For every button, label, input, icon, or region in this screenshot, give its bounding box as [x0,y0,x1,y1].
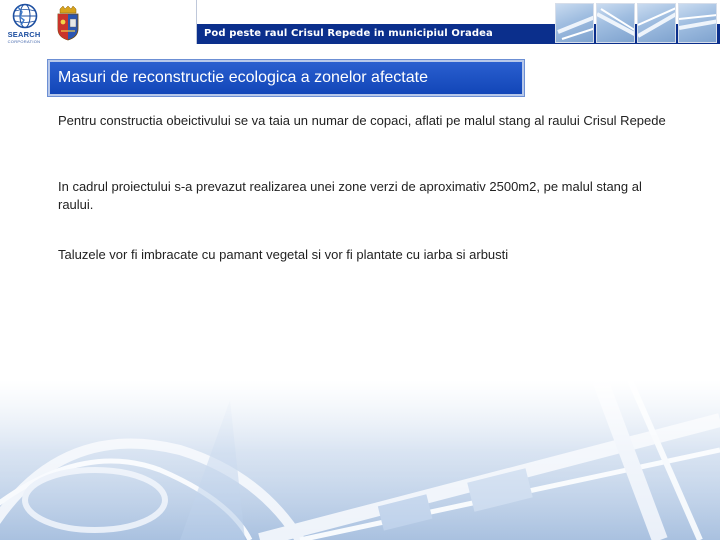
oradea-crest-icon [56,5,80,41]
logo-word: SEARCH [7,30,41,39]
aerial-photo-thumbnail [637,3,676,43]
aerial-photo-thumbnail [596,3,635,43]
section-heading-bar [48,60,524,96]
paragraph-green-area: In cadrul proiectului s-a prevazut realizarea unei zone verzi de aproximativ 2500m2, pe malul stang al raului. [58,179,642,212]
aerial-thumbnails [555,3,718,43]
aerial-photo-thumbnail [555,3,594,43]
header [0,0,720,48]
search-corporation-logo [4,3,44,45]
search-globe-logo-icon [12,3,38,29]
paragraph-slopes: Taluzele vor fi imbracate cu pamant vegetal si vor fi plantate cu iarba si arbusti [58,247,509,262]
paragraph-tree-removal: Pentru constructia obeictivului se va taia un numar de copaci, aflati pe malul stang al raului Crisul Repede [58,113,666,128]
aerial-photo-thumbnail [678,3,717,43]
logo-subtitle: CORPORATION [7,39,41,44]
section-heading: Masuri de reconstructie ecologica a zonelor afectate [58,69,428,86]
presentation-title: Pod peste raul Crisul Repede in municipiul Oradea [204,28,493,39]
aerial-background-image [0,380,720,540]
